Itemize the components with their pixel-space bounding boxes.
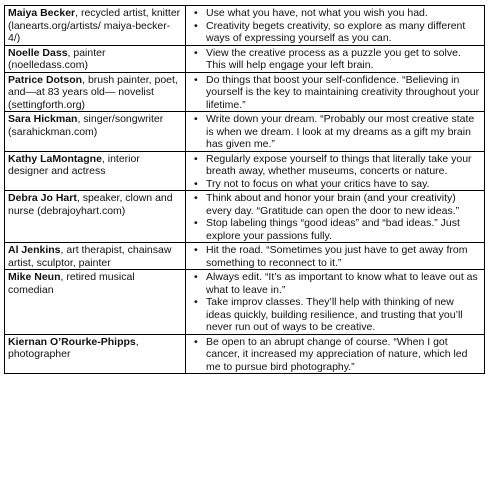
- tips-list: [192, 7, 481, 45]
- person-cell: [5, 112, 186, 152]
- tips-list: [192, 244, 481, 269]
- person-description: , photographer: [8, 335, 139, 360]
- tips-cell: [186, 270, 485, 335]
- person-cell: [5, 45, 186, 72]
- tips-list: [192, 47, 481, 72]
- tips-cell: [186, 334, 485, 374]
- tip-item: • Hit the road. “Sometimes you just have to get away from something to reconnect to it.”: [206, 244, 481, 269]
- person-name: Mike Neun: [8, 271, 61, 283]
- person-name: Noelle Dass: [8, 46, 68, 59]
- table-row: [5, 334, 485, 374]
- tips-cell: [186, 151, 485, 191]
- person-name: Kiernan O’Rourke-Phipps: [8, 335, 136, 348]
- creativity-tips-table: [4, 5, 485, 374]
- tips-cell: [186, 112, 485, 152]
- tips-list: [192, 74, 481, 112]
- table-row: [5, 270, 485, 335]
- person-description: , recycled artist, knitter (lanearts.org/artists/ maiya-becker-4/): [8, 7, 181, 44]
- tip-item: • Use what you have, not what you wish you had.: [206, 7, 481, 20]
- tips-list: [192, 153, 481, 191]
- document-page: [4, 5, 485, 374]
- person-description: , speaker, clown and nurse (debrajoyhart.com): [8, 192, 173, 217]
- person-name: Maiya Becker: [8, 7, 76, 19]
- tips-list: [192, 271, 481, 334]
- person-name: Al Jenkins: [8, 244, 61, 256]
- tip-item: • Creativity begets creativity, so explore as many different ways of expressing yourself as you can.: [206, 20, 481, 45]
- tip-item: • Be open to an abrupt change of course. “When I got cancer, it increased my appreciation of nature, which led me to pursue bird photography.”: [206, 336, 481, 374]
- person-name: Kathy LaMontagne: [8, 152, 102, 165]
- person-cell: [5, 334, 186, 374]
- tips-cell: [186, 191, 485, 243]
- person-description: , singer/songwriter (sarahickman.com): [8, 113, 164, 138]
- table-row: [5, 112, 485, 152]
- tips-cell: [186, 45, 485, 72]
- tip-item: • Think about and honor your brain (and your creativity) every day. “Gratitude can open the door to new ideas.”: [206, 192, 481, 217]
- table-body: [5, 6, 485, 374]
- tip-item: • Take improv classes. They’ll help with thinking of new ideas quickly, building resilience, and trusting that you’ll never run out of ways to be creative.: [206, 296, 481, 334]
- person-cell: [5, 6, 186, 46]
- person-name: Debra Jo Hart: [8, 192, 77, 204]
- person-cell: [5, 151, 186, 191]
- tip-item: • Write down your dream. “Probably our most creative state is when we dream. I look at my dreams as a gift my brain has given me.”: [206, 113, 481, 151]
- table-row: [5, 151, 485, 191]
- tips-cell: [186, 72, 485, 112]
- table-row: [5, 243, 485, 270]
- tip-item: • Do things that boost your self-confidence. “Believing in yourself is the key to maintaining creativity throughout your lifetime.”: [206, 74, 481, 112]
- tips-list: [192, 113, 481, 151]
- person-name: Patrice Dotson: [8, 73, 83, 86]
- person-description: , interior designer and actress: [8, 152, 140, 177]
- person-name: Sara Hickman: [8, 113, 78, 125]
- table-row: [5, 72, 485, 112]
- person-description: , painter (noelledass.com): [8, 46, 106, 71]
- person-cell: [5, 270, 186, 335]
- table-row: [5, 6, 485, 46]
- tip-item: • Always edit. “It’s as important to know what to leave out as what to leave in.”: [206, 271, 481, 296]
- tips-list: [192, 336, 481, 374]
- tips-cell: [186, 6, 485, 46]
- tips-cell: [186, 243, 485, 270]
- table-row: [5, 191, 485, 243]
- tips-list: [192, 192, 481, 242]
- person-description: , brush painter, poet, and—at 83 years old— novelist (settingforth.org): [8, 73, 178, 111]
- tip-item: • View the creative process as a puzzle you get to solve. This will help engage your left brain.: [206, 47, 481, 72]
- person-description: , retired musical comedian: [8, 271, 135, 296]
- tip-item: • Regularly expose yourself to things that literally take your breath away, whether museums, concerts or nature.: [206, 153, 481, 178]
- tip-item: • Stop labeling things “good ideas” and “bad ideas.” Just explore your passions fully.: [206, 217, 481, 242]
- person-description: , art therapist, chainsaw artist, sculptor, painter: [8, 244, 172, 269]
- person-cell: [5, 191, 186, 243]
- table-row: [5, 45, 485, 72]
- person-cell: [5, 72, 186, 112]
- person-cell: [5, 243, 186, 270]
- tip-item: • Try not to focus on what your critics have to say.: [206, 178, 481, 191]
